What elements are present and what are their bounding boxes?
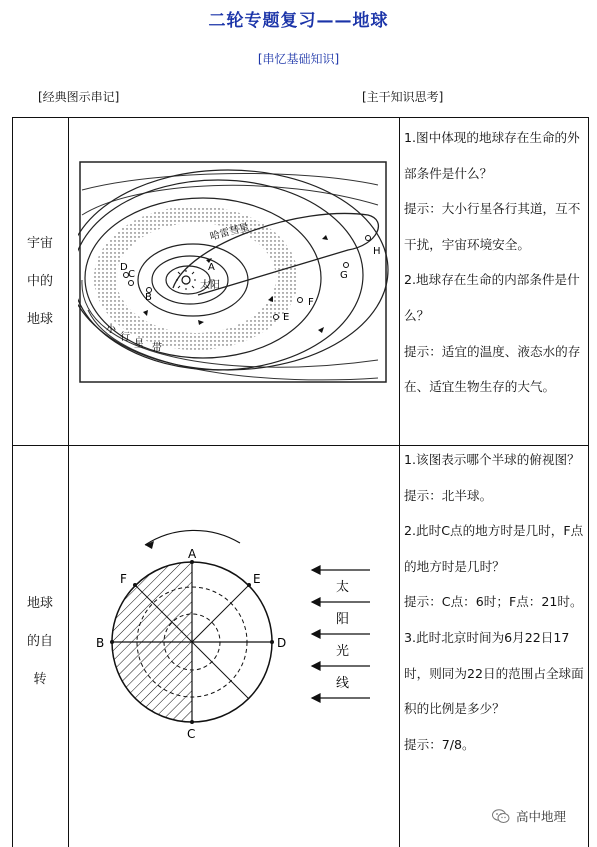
answer-3: 提示：7/8。: [404, 736, 475, 752]
svg-text:星: 星: [134, 339, 144, 350]
watermark-text: 高中地理: [516, 809, 567, 824]
comet-label: 哈雷彗星: [208, 221, 251, 243]
watermark: [488, 807, 570, 825]
svg-text:G: G: [340, 270, 348, 281]
earth-rotation-diagram: [90, 525, 380, 745]
svg-text:D: D: [277, 636, 287, 650]
sun-label: 太阳: [200, 280, 220, 291]
svg-text:线: 线: [336, 676, 350, 691]
qa-universe: [404, 120, 584, 405]
answer-2: 提示：适宜的温度、液态水的存在、适宜生物生存的大气。: [404, 343, 581, 395]
answer-2: 提示：C点：6时；F点：21时。: [404, 594, 583, 610]
svg-text:带: 带: [152, 343, 162, 354]
svg-text:A: A: [188, 547, 197, 561]
section-subtitle: [串忆基础知识]: [257, 52, 340, 66]
svg-text:B: B: [96, 636, 105, 650]
question-2: 2.此时C点的地方时是几时，F点的地方时是几时？: [404, 523, 584, 574]
svg-text:E: E: [253, 572, 261, 586]
svg-text:光: 光: [336, 644, 350, 659]
svg-text:F: F: [120, 572, 127, 586]
answer-1: 提示：北半球。: [404, 487, 493, 503]
svg-text:F: F: [308, 297, 314, 308]
svg-text:B: B: [145, 292, 152, 303]
svg-text:H: H: [373, 246, 381, 257]
answer-1: 提示：大小行星各行其道，互不干扰，宇宙环境安全。: [404, 201, 581, 252]
right-column-label: [主干知识思考]: [362, 90, 444, 104]
svg-text:太: 太: [336, 580, 350, 595]
svg-text:E: E: [283, 312, 290, 323]
qa-rotation: [404, 442, 584, 762]
question-2: 2.地球存在生命的内部条件是什么？: [404, 272, 580, 323]
svg-text:行: 行: [120, 332, 130, 343]
svg-text:C: C: [187, 727, 196, 741]
page-title: 二轮专题复习——地球: [208, 11, 389, 31]
wechat-icon: [492, 809, 510, 824]
row-heading-universe: 宇宙 中的 地球: [26, 236, 53, 327]
question-1: 1.该图表示哪个半球的俯视图？: [404, 452, 580, 467]
svg-text:C: C: [128, 269, 135, 280]
question-1: 1.图中体现的地球存在生命的外部条件是什么？: [404, 130, 580, 181]
svg-text:小: 小: [106, 324, 116, 335]
question-3: 3.此时北京时间为6月22日17时，则同为22日的范围占全球面积的比例是多少？: [404, 629, 584, 717]
svg-text:阳: 阳: [336, 612, 350, 627]
svg-text:A: A: [208, 262, 215, 273]
row-heading-rotation: 地球 的自 转: [26, 596, 53, 687]
left-column-label: [经典图示串记]: [38, 90, 120, 104]
solar-system-diagram: [78, 160, 390, 385]
svg-text:D: D: [120, 262, 128, 273]
